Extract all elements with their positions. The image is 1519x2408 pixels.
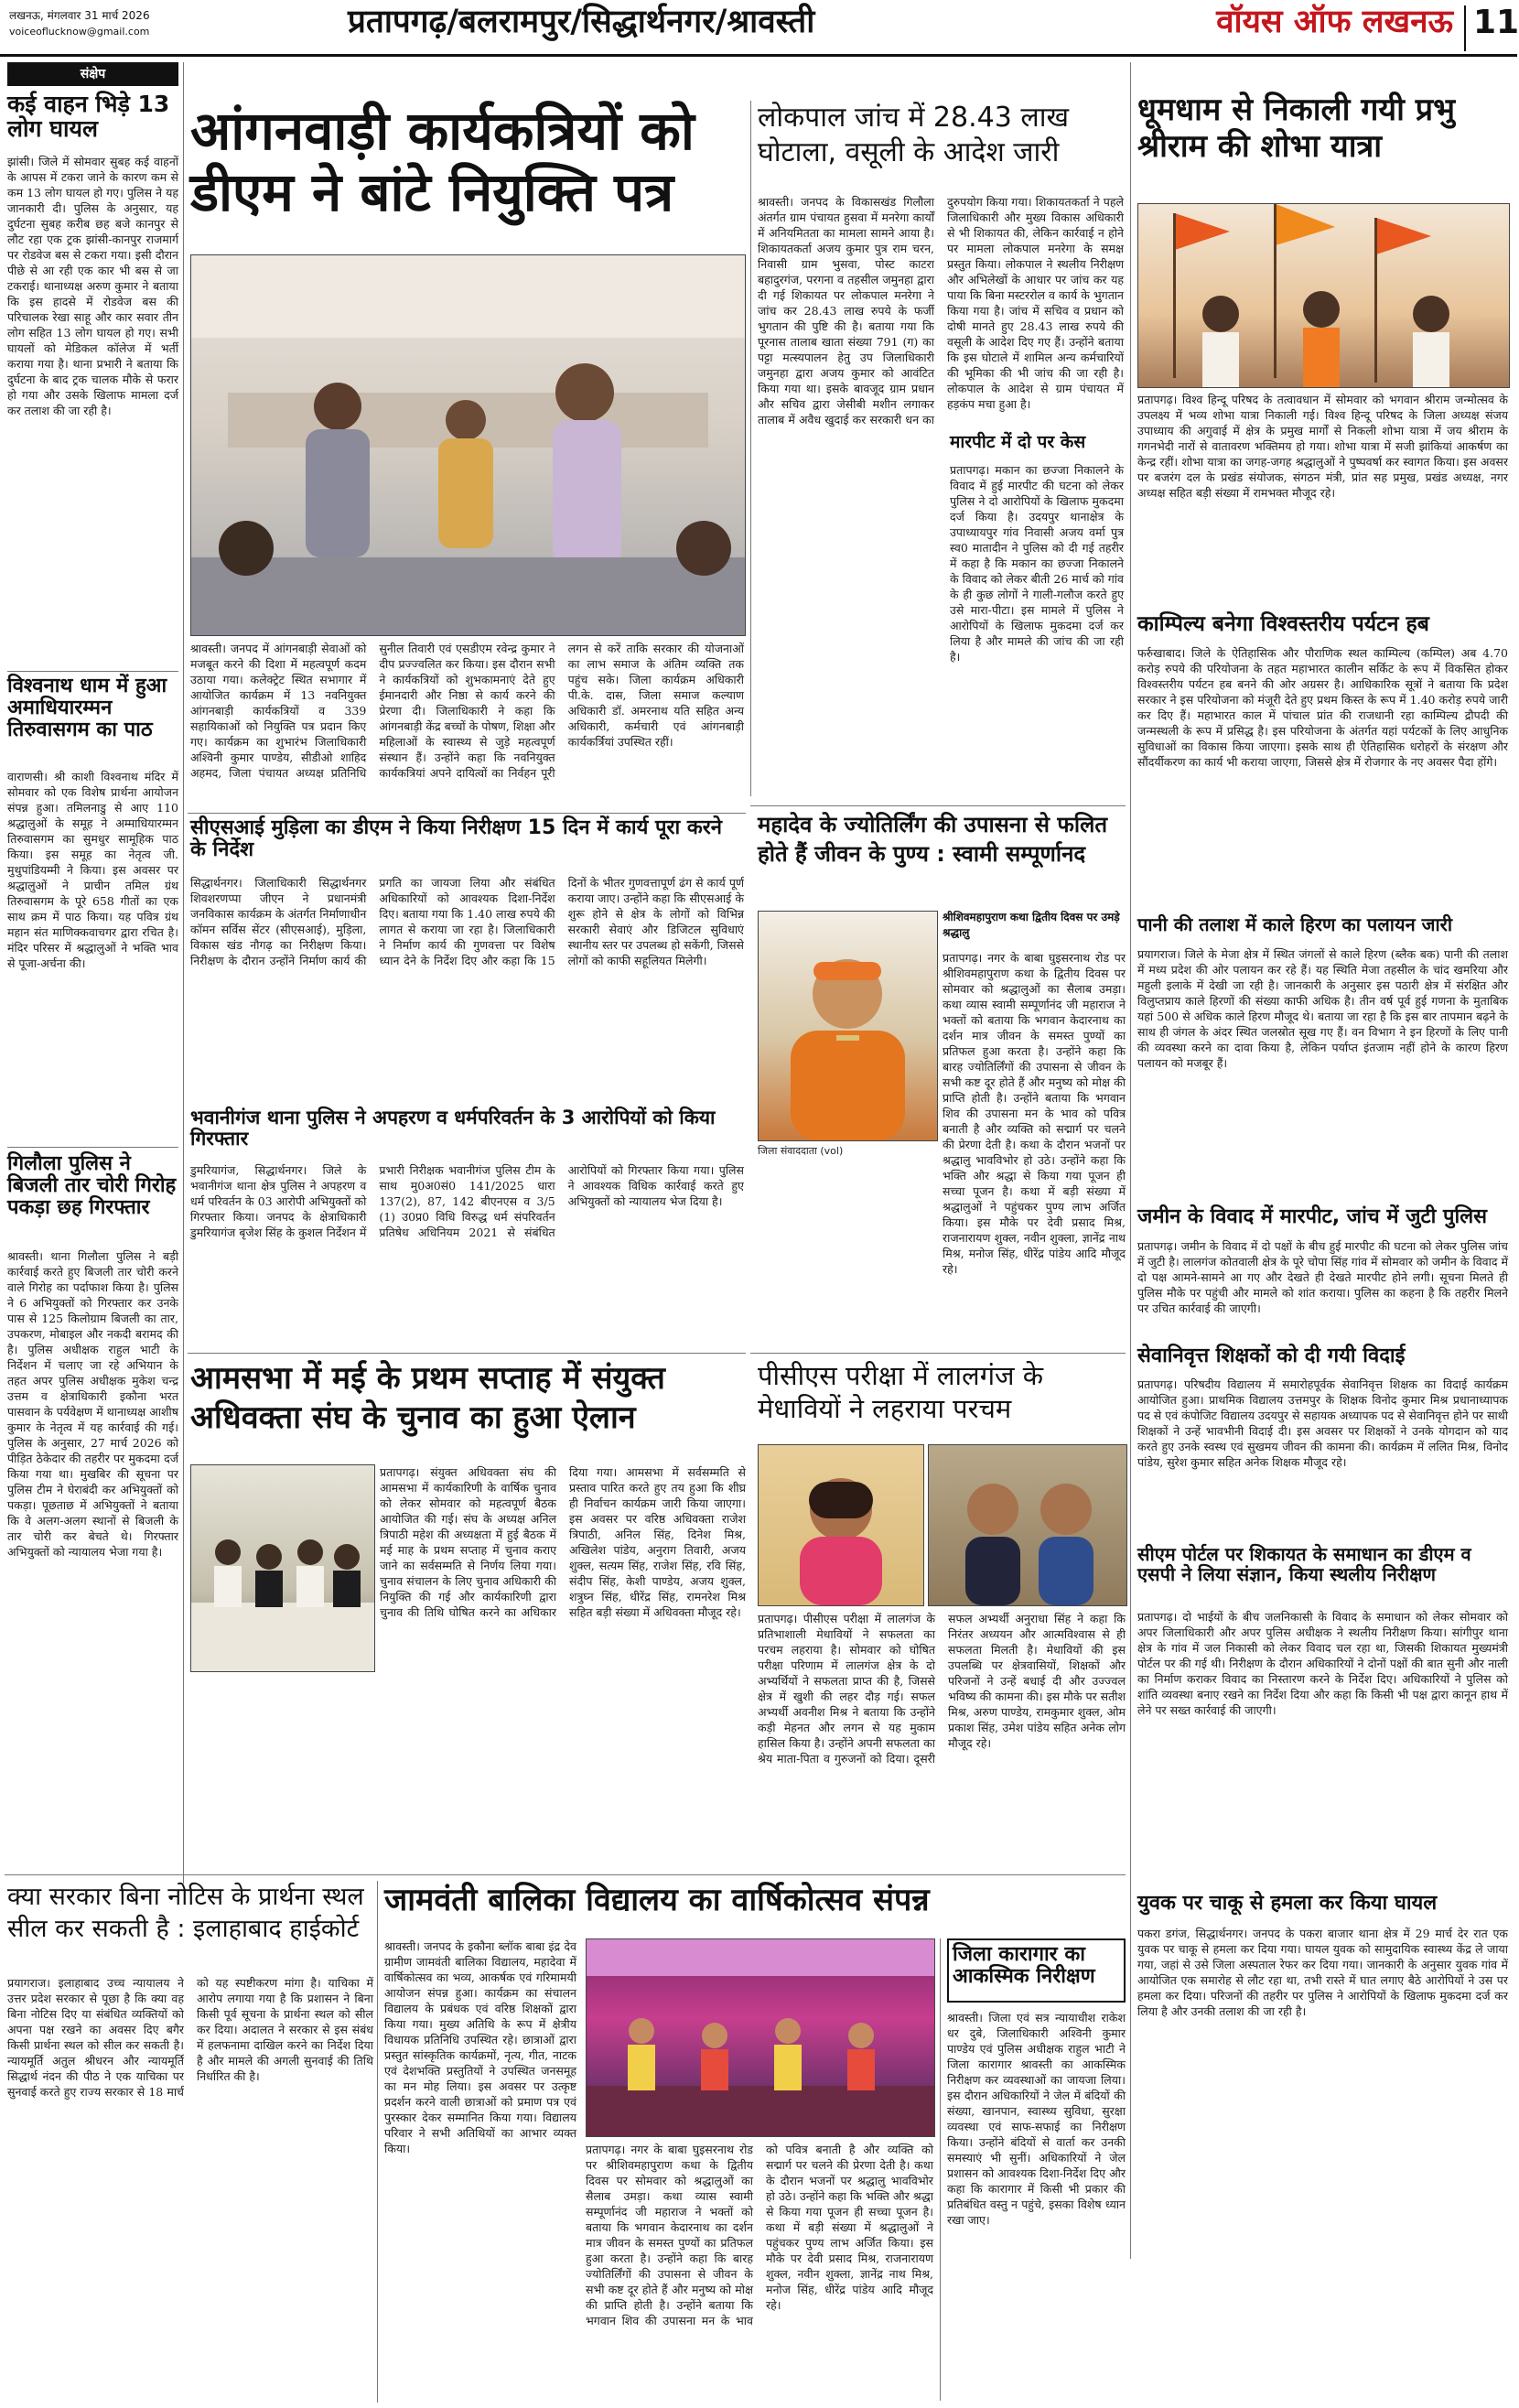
- divider: [7, 1147, 178, 1148]
- divider: [750, 805, 1126, 806]
- lokpal-headline: लोकपाल जांच में 28.43 लाख घोटाला, वसूली के आदेश जारी: [758, 102, 1069, 168]
- brief-label: संक्षेप: [7, 62, 178, 86]
- kampilya-headline: काम्पिल्य बनेगा विश्वस्तरीय पर्यटन हब: [1137, 612, 1429, 636]
- brief-3-body: श्रावस्ती। थाना गिलौला पुलिस ने बड़ी कार्रवाई करते हुए बिजली तार चोरी करने वाले गिरोह का पर्दाफाश किया है। पुलिस ने 6 अभियुक्तों को गिरफ्तार कर उनके पास से 125 किलोग्राम बिजली का तार, उपकरण, मोबाइल और नकदी बरामद की है। पुलिस अधीक्षक राहुल भाटी के निर्देशन में चलाए जा रहे अभियान के तहत अपर पुलिस अधीक्षक मुकेश चन्द्र उत्तम व क्षेत्राधिकारी इकौना भरत पासवान के पर्यवेक्षण में थानाध्यक्ष आशीष कुमार के नेतृत्व में यह कार्रवाई की गई। पुलिस के अनुसार, 27 मार्च 2026 को पीड़ित ठेकेदार की तहरीर पर मुकदमा दर्ज किया गया था। मुखबिर की सूचना पर पुलिस टीम ने घेराबंदी कर अभियुक्तों को पकड़ा। पूछताछ में अभियुक्तों ने बताया कि वे अलग-अलग स्थानों से बिजली के तार चोरी कर बेचते थे। गिरफ्तार अभियुक्तों को न्यायालय भेजा गया है।: [7, 1249, 178, 1559]
- lead-photo-graphic: [191, 255, 745, 635]
- teachers-headline: सेवानिवृत्त शिक्षकों को दी गयी विदाई: [1137, 1344, 1406, 1367]
- teachers-body: प्रतापगढ़। परिषदीय विद्यालय में समारोहपूर्वक सेवानिवृत्त शिक्षक का विदाई कार्यक्रम आयोजित हुआ। प्राथमिक विद्यालय उत्तमपुर के शिक्षक विनोद कुमार मिश्र प्रधानाध्यापक पद से एवं कंपोजिट विद्यालय उदयपुर से सहायक अध्यापक पद से सेवानिवृत्त होने पर साथी शिक्षकों ने उन्हें भावभीनी विदाई दी। इस अवसर पर शिक्षकों ने उनके योगदान को याद करते हुए उनके स्वस्थ एवं सुखमय जीवन की कामना की। कार्यक्रम में ललित मिश्र, विनोद पांडेय, सुरेश कुमार सहित अनेक शिक्षक मौजूद रहे।: [1137, 1377, 1508, 1469]
- divider: [188, 813, 746, 814]
- lead-photo: [190, 254, 746, 636]
- rama-headline: धूमधाम से निकाली गयी प्रभु श्रीराम की शोभा यात्रा: [1137, 92, 1455, 166]
- brief-2-body: वाराणसी। श्री काशी विश्वनाथ मंदिर में सोमवार को एक विशेष प्रार्थना आयोजन संपन्न हुआ। तमिलनाडु से आए 110 श्रद्धालुओं के समूह ने अम्माधियारम्मन तिरुवासगम का सुमधुर सामूहिक पाठ किया। इस समूह का नेतृत्व जी. मुथुपांडियम्मी ने किया। इस अवसर पर श्रद्धालुओं ने प्राचीन तमिल ग्रंथ तिरुवासगम के पूरे 658 गीतों का एक साथ क्रम में पाठ किया। यह पवित्र ग्रंथ महान संत माणिक्कवाचगर द्वारा रचित है। मंदिर परिसर में श्रद्धालुओं ने भक्ति भाव से पूजा-अर्चना की।: [7, 770, 178, 970]
- court-headline: क्या सरकार बिना नोटिस के प्रार्थना स्थल सील कर सकती है : इलाहाबाद हाईकोर्ट: [7, 1883, 364, 1944]
- procession-photo: [1137, 203, 1510, 388]
- meeting-graphic: [191, 1465, 374, 1671]
- jamvanti-headline: जामवंती बालिका विद्यालय का वार्षिकोत्सव संपन्न: [384, 1882, 930, 1918]
- deer-headline: पानी की तलाश में काले हिरण का पलायन जारी: [1137, 913, 1453, 935]
- bhawaniganj-headline: भवानीगंज थाना पुलिस ने अपहरण व धर्मपरिवर्तन के 3 आरोपियों को किया गिरफ्तार: [190, 1107, 716, 1150]
- assault-headline: मारपीट में दो पर केस: [950, 433, 1124, 460]
- knife-attack-body: पकरा डगंज, सिद्धार्थनगर। जनपद के पकरा बाजार थाना क्षेत्र में 29 मार्च देर रात एक युवक पर चाकू से हमला कर दिया गया। घायल युवक को सामुदायिक स्वास्थ्य केंद्र ले जाया गया, जहां से उसे जिला अस्पताल रेफर कर दिया गया। जानकारी के अनुसार युवक गांव में आयोजित एक समारोह से लौट रहा था, तभी रास्ते में घात लगाए बैठे आरोपियों ने उस पर हमला कर दिया। परिजनों की तहरीर पर पुलिस ने आरोपियों के खिलाफ मुकदमा दर्ज कर लिया है और उनकी तलाश की जा रही है।: [1137, 1927, 1508, 2018]
- pcs-photo-right: [928, 1444, 1127, 1606]
- aamsabha-headline: आमसभा में मई के प्रथम सप्ताह में संयुक्त अधिवक्ता संघ के चुनाव का हुआ ऐलान: [190, 1360, 665, 1436]
- court-body: प्रयागराज। इलाहाबाद उच्च न्यायालय ने उत्तर प्रदेश सरकार से पूछा है कि क्या वह बिना नोटिस दिए या संबंधित व्यक्तियों को अपना पक्ष रखने का अवसर दिए बगैर किसी प्रार्थना स्थल को सील कर सकती है। न्यायमूर्ति अतुल श्रीधरन और न्यायमूर्ति सिद्धार्थ नंदन की पीठ ने एक याचिका पर सुनवाई करते हुए राज्य सरकार से 18 मार्च को यह स्पष्टीकरण मांगा है। याचिका में आरोप लगाया गया है कि प्रशासन ने बिना किसी पूर्व सूचना के प्रार्थना स्थल को सील कर दिया। अदालत ने सरकार से इस संबंध में हलफनामा दाखिल करने का निर्देश दिया है और मामले की अगली सुनवाई की तिथि निर्धारित की है।: [7, 1976, 373, 2099]
- contact-email: voiceoflucknow@gmail.com: [9, 26, 150, 38]
- meeting-photo: [190, 1464, 375, 1672]
- divider: [5, 1874, 1126, 1875]
- speaker-graphic: [759, 912, 937, 1140]
- brief-1-headline: कई वाहन भिड़े 13 लोग घायल: [7, 91, 170, 142]
- bhawaniganj-body: डुमरियागंज, सिद्धार्थनगर। जिले के भवानीगंज थाना क्षेत्र पुलिस ने अपहरण व धर्म परिवर्तन के 03 आरोपी अभियुक्तों को गिरफ्तार किया। जनपद के क्षेत्राधिकारी डुमरियागंज बृजेश सिंह के कुशल निर्देशन में प्रभारी निरीक्षक भवानीगंज पुलिस टीम के साथ मु0अ0सं0 141/2025 धारा 137(2), 87, 142 बीएनएस व 3/5 (1) उ0प्र0 विधि विरुद्ध धर्म संपरिवर्तन प्रतिषेध अधिनियम 2021 से संबंधित आरोपियों को गिरफ्तार किया गया। पुलिस ने आवश्यक विधिक कार्रवाई करते हुए अभियुक्तों को न्यायालय भेज दिया है।: [190, 1163, 744, 1239]
- lead-headline: आंगनवाड़ी कार्यकत्रियों को डीएम ने बांटे नियुक्ति पत्र: [190, 100, 695, 224]
- kampilya-body: फर्रुखाबाद। जिले के ऐतिहासिक और पौराणिक स्थल काम्पिल्य (कम्पिल) अब 4.70 करोड़ रुपये की परियोजना के तहत महाभारत कालीन सर्किट के रूप में विकसित होकर विश्वस्तरीय पर्यटन हब बनने की ओर अग्रसर है। आधिकारिक सूत्रों ने बताया कि प्रदेश सरकार ने इस परियोजना को मंजूरी देते हुए प्रथम किस्त के रूप में 1.40 करोड़ रुपये जारी कर दिए हैं। महाभारत काल में पांचाल प्रांत की राजधानी रहा काम्पिल्य द्रौपदी की जन्मस्थली के रूप में प्रसिद्ध है। इस परियोजना के अंतर्गत यहां पर्यटकों के लिए आधुनिक सुविधाओं का विकास किया जाएगा। इसके साथ ही ऐतिहासिक धरोहरों के संरक्षण और सौंदर्यीकरण का कार्य भी कराया जाएगा, जिससे क्षेत्र में रोजगार के नए अवसर पैदा होंगे।: [1137, 646, 1508, 769]
- column-rule: [940, 1938, 941, 2401]
- deer-body: प्रयागराज। जिले के मेजा क्षेत्र में स्थित जंगलों से काले हिरण (ब्लैक बक) पानी की तलाश में मध्य प्रदेश की ओर पलायन कर रहे हैं। यह स्थिति मेजा तहसील के चांद खमरिया और महुली इलाके में देखी जा रही है। जानकारी के अनुसार इस पठारी क्षेत्र में संरक्षित और विलुप्तप्राय काले हिरणों की संख्या काफी अधिक है। तीन वर्ष पूर्व हुई गणना के मुताबिक यहां 500 से अधिक काले हिरण मौजूद थे। बताया जा रहा है कि इस बार तापमान बढ़ने के साथ ही जंगल के अंदर स्थित जलस्रोत सूख गए हैं। वन विभाग ने इन हिरणों के लिए पानी की व्यवस्था करने का दावा किया है, लेकिन पर्याप्त इंतजाम नहीं होने के कारण हिरण पलायन को मजबूर हैं।: [1137, 947, 1508, 1070]
- pcs-left-graphic: [759, 1445, 923, 1605]
- district-strip: प्रतापगढ़/बलरामपुर/सिद्धार्थनगर/श्रावस्ती: [348, 4, 815, 40]
- brief-1-body: झांसी। जिले में सोमवार सुबह कई वाहनों के आपस में टकरा जाने के कारण कम से कम 13 लोग घायल हो गए। पुलिस ने यह जानकारी दी। पुलिस के अनुसार, यह दुर्घटना सुबह करीब छह बजे कानपुर से लौट रहा एक ट्रक झांसी-कानपुर राजमार्ग पर रोडवेज बस से टकरा गया। इसी दौरान पीछे से आ रही एक कार भी बस से जा टकराई। थानाध्यक्ष अरुण कुमार ने बताया कि इस हादसे में रोडवेज बस की परिचालक रेखा साहू और कार सवार तीन लोग सहित 13 लोग घायल हो गए। सभी घायलों को मेडिकल कॉलेज में भर्ती कराया गया है। थाना प्रभारी ने बताया कि दुर्घटना के बाद ट्रक चालक मौके से फरार हो गया और उसके खिलाफ मामला दर्ज कर तलाश की जा रही है।: [7, 155, 178, 417]
- stage-photo: [586, 1938, 935, 2137]
- knife-attack-headline: युवक पर चाकू से हमला कर किया घायल: [1137, 1892, 1438, 1915]
- pcs-right-graphic: [929, 1445, 1126, 1605]
- assault-body: प्रतापगढ़। मकान का छज्जा निकालने के विवाद में हुई मारपीट की घटना को लेकर पुलिस ने दो आरोपियों के खिलाफ मुकदमा दर्ज किया है। उदयपुर थानाक्षेत्र के उपाध्यायपुर गांव निवासी अजय वर्मा पुत्र स्व0 मातादीन ने पुलिस को दी गई तहरीर में कहा है कि मकान का छज्जा निकालने के विवाद को लेकर बीती 26 मार्च को गांव के ही कुछ लोगों ने गाली-गलौज करते हुए उसे मारा-पीटा। इस मामले में पुलिस ने आरोपियों के खिलाफ मुकदमा दर्ज कर लिया है और मामले की जांच की जा रही है।: [950, 462, 1124, 778]
- mahadev-body: प्रतापगढ़। नगर के बाबा घुइसरनाथ रोड पर श्रीशिवमहापुराण कथा के द्वितीय दिवस पर सोमवार को श्रद्धालुओं का सैलाब उमड़ा। कथा व्यास स्वामी सम्पूर्णानंद जी महाराज ने भक्तों को बताया कि भगवान केदारनाथ का दर्शन मात्र जीवन के समस्त पुण्यों का प्रतिफल हुआ करता है। उन्होंने कहा कि बारह ज्योतिर्लिंगों की उपासना से जीवन के सभी कष्ट दूर होते हैं और मनुष्य को मोक्ष की प्राप्ति होती है। उन्होंने बताया कि भगवान शिव की उपासना मन के भाव को पवित्र बनाती है और व्यक्ति को सद्मार्ग पर चलने की प्रेरणा देती है। कथा के दौरान भजनों पर श्रद्धालु भावविभोर हो उठे। उन्होंने कहा कि भक्ति और श्रद्धा से किया गया पूजन ही सच्चा पूजन है। कथा में बड़ी संख्या में श्रद्धालुओं ने पहुंचकर पुण्य लाभ अर्जित किया। इस मौके पर देवी प्रसाद मिश्र, राजनारायण शुक्ल, नवीन शुक्ला, ज्ञानेंद्र नाथ मिश्र, मनोज सिंह, धीरेंद्र पांडेय आदि मौजूद रहे।: [943, 951, 1126, 1276]
- lead-body: श्रावस्ती। जनपद में आंगनबाड़ी सेवाओं को मजबूत करने की दिशा में महत्वपूर्ण कदम उठाया गया। कलेक्ट्रेट स्थित सभागार में आयोजित कार्यक्रम में 13 नवनियुक्त आंगनबाड़ी कार्यकत्रियों व 339 सहायिकाओं को नियुक्ति पत्र प्रदान किए गए। कार्यक्रम का शुभारंभ जिलाधिकारी अश्विनी कुमार पाण्डेय, सीडीओ शाहिद अहमद, जिला पंचायत अध्यक्ष प्रतिनिधि सुनील तिवारी एवं एसडीएम रवेन्द्र कुमार ने दीप प्रज्ज्वलित कर किया। इस दौरान सभी ने कार्यकत्रियों को शुभकामनाएं देते हुए ईमानदारी और निष्ठा से कार्य करने की प्रेरणा दी। जिलाधिकारी ने कहा कि आंगनबाड़ी केंद्र बच्चों के पोषण, शिक्षा और महिलाओं के स्वास्थ्य से जुड़े महत्वपूर्ण संस्थान हैं। उन्होंने कहा कि नवनियुक्त कार्यकत्रियां अपने दायित्वों का निर्वहन पूरी लगन से करें ताकि सरकार की योजनाओं का लाभ समाज के अंतिम व्यक्ति तक पहुंच सके। जिला कार्यक्रम अधिकारी पी.के. दास, जिला समाज कल्याण अधिकारी डॉ. अमरनाथ यति सहित अन्य अधिकारी, कर्मचारी एवं आंगनबाड़ी कार्यकर्त्रियां उपस्थित रहीं।: [190, 642, 744, 780]
- column-rule: [183, 62, 184, 1884]
- jamvanti-body-right: प्रतापगढ़। नगर के बाबा घुइसरनाथ रोड पर श्रीशिवमहापुराण कथा के द्वितीय दिवस पर सोमवार को श्रद्धालुओं का सैलाब उमड़ा। कथा व्यास स्वामी सम्पूर्णानंद जी महाराज ने भक्तों को बताया कि भगवान केदारनाथ का दर्शन मात्र जीवन के समस्त पुण्यों का प्रतिफल हुआ करता है। उन्होंने कहा कि बारह ज्योतिर्लिंगों की उपासना से जीवन के सभी कष्ट दूर होते हैं और मनुष्य को मोक्ष की प्राप्ति होती है। उन्होंने बताया कि भगवान शिव की उपासना मन के भाव को पवित्र बनाती है और व्यक्ति को सद्मार्ग पर चलने की प्रेरणा देती है। कथा के दौरान भजनों पर श्रद्धालु भावविभोर हो उठे। उन्होंने कहा कि भक्ति और श्रद्धा से किया गया पूजन ही सच्चा पूजन है। कथा में बड़ी संख्या में श्रद्धालुओं ने पहुंचकर पुण्य लाभ अर्जित किया। इस मौके पर देवी प्रसाद मिश्र, राजनारायण शुक्ल, नवीन शुक्ला, ज्ञानेंद्र नाथ मिश्र, मनोज सिंह, धीरेंद्र पांडेय आदि मौजूद रहे।: [586, 2143, 933, 2327]
- aamsabha-body: प्रतापगढ़। संयुक्त अधिवक्ता संघ की आमसभा में कार्यकारिणी के वार्षिक चुनाव को लेकर सोमवार को महत्वपूर्ण बैठक आयोजित की गई। संघ के अध्यक्ष अनिल त्रिपाठी महेश की अध्यक्षता में हुई बैठक में मई माह के प्रथम सप्ताह में चुनाव कराए जाने का सर्वसम्मति से निर्णय लिया गया। चुनाव संचालन के लिए चुनाव अधिकारी की नियुक्ति की गई और कार्यकारिणी द्वारा चुनाव की तिथि घोषित करने का अधिकार दिया गया। आमसभा में सर्वसम्मति से प्रस्ताव पारित करते हुए तय हुआ कि शीघ्र ही निर्वाचन कार्यक्रम जारी किया जाएगा। इस अवसर पर वरिष्ठ अधिवक्ता राजेश त्रिपाठी, अनिल सिंह, दिनेश मिश्र, अखिलेश पांडेय, अनुराग तिवारी, अजय शुक्ल, सत्यम सिंह, राजेश सिंह, रवि सिंह, संदीप सिंह, केशी पाण्डेय, अजय शुक्ल, शत्रुघ्न सिंह, धीरेंद्र सिंह, रामनरेश मिश्र सहित बड़ी संख्या में अधिवक्ता मौजूद रहे।: [380, 1465, 746, 1619]
- pcs-headline: पीसीएस परीक्षा में लालगंज के मेधावियों ने लहराया परचम: [758, 1360, 1044, 1425]
- pcs-photo-left: [758, 1444, 924, 1606]
- jamvanti-body-left: श्रावस्ती। जनपद के इकौना ब्लॉक बाबा इंद्र देव ग्रामीण जामवंती बालिका विद्यालय, महादेवा में वार्षिकोत्सव का भव्य, आकर्षक एवं गरिमामयी आयोजन संपन्न हुआ। कार्यक्रम का संचालन विद्यालय के प्रबंधक एवं वरिष्ठ शिक्षकों द्वारा किया गया। मुख्य अतिथि के रूप में क्षेत्रीय विधायक प्रतिनिधि उपस्थित रहे। छात्राओं द्वारा प्रस्तुत सांस्कृतिक कार्यक्रमों, नृत्य, गीत, नाटक एवं देशभक्ति प्रस्तुतियों ने उपस्थित जनसमूह का मन मोह लिया। इस अवसर पर उत्कृष्ट प्रदर्शन करने वाली छात्राओं को प्रमाण पत्र एवं पुरस्कार देकर सम्मानित किया गया। विद्यालय परिवार ने सभी अतिथियों का आभार व्यक्त किया।: [384, 1939, 576, 2155]
- issue-date: लखनऊ, मंगलवार 31 मार्च 2026: [9, 9, 150, 22]
- csi-body: सिद्धार्थनगर। जिलाधिकारी सिद्धार्थनगर शिवशरणप्पा जीएन ने प्रधानमंत्री जनविकास कार्यक्रम के अंतर्गत निर्माणाधीन कॉमन सर्विस सेंटर (सीएसआई), मुड़िला, विकास खंड नौगढ़ का निरीक्षण किया। निरीक्षण के दौरान उन्होंने निर्माण कार्य की प्रगति का जायजा लिया और संबंधित अधिकारियों को आवश्यक दिशा-निर्देश दिए। बताया गया कि 1.40 लाख रुपये की लागत से कराया जा रहा है। जिलाधिकारी ने निर्माण कार्य की गुणवत्ता पर विशेष ध्यान देने के निर्देश दिए और कहा कि 15 दिनों के भीतर गुणवत्तापूर्ण ढंग से कार्य पूर्ण कराया जाए। उन्होंने कहा कि सीएसआई के शुरू होने से क्षेत्र के लोगों को विभिन्न सरकारी सेवाएं और डिजिटल सुविधाएं स्थानीय स्तर पर उपलब्ध हो सकेंगी, जिससे लोगों को काफी सहूलियत मिलेगी।: [190, 876, 744, 967]
- land-dispute-body: प्रतापगढ़। जमीन के विवाद में दो पक्षों के बीच हुई मारपीट की घटना को लेकर पुलिस जांच में जुटी है। लालगंज कोतवाली क्षेत्र के पूरे चोपा सिंह गांव में सोमवार को जमीन के विवाद में दो पक्ष आमने-सामने आ गए और देखते ही देखते मारपीट होने लगी। सूचना मिलते ही पुलिस मौके पर पहुंची और मामले को शांत कराया। पुलिस का कहना है कि तहरीर मिलने पर उचित कार्रवाई की जाएगी।: [1137, 1239, 1508, 1315]
- masthead: [0, 0, 1517, 57]
- page-number: 11: [1464, 5, 1512, 51]
- column-rule: [377, 1881, 378, 2403]
- mahadev-highlight: श्रीशिवमहापुराण कथा द्वितीय दिवस पर उमड़े श्रद्धालु: [943, 911, 1120, 939]
- paper-name: वॉयस ऑफ लखनऊ: [1216, 4, 1453, 40]
- speaker-photo: [758, 911, 938, 1141]
- cm-portal-body: प्रतापगढ़। दो भाईयों के बीच जलनिकासी के विवाद के समाधान को लेकर सोमवार को अपर जिलाधिकारी और अपर पुलिस अधीक्षक ने स्थलीय निरीक्षण किया। सांगीपुर थाना क्षेत्र के गांव में जल निकासी को लेकर विवाद चल रहा था, जिसकी शिकायत मुख्यमंत्री पोर्टल पर की गई थी। निरीक्षण के दौरान अधिकारियों ने दोनों पक्षों की बात सुनी और नाली का निर्माण कराकर विवाद का निस्तारण करने के निर्देश दिए। अधिकारियों ने पुलिस को शांति व्यवस्था बनाए रखने का निर्देश दिया और कहा कि किसी भी पक्ष द्वारा कानून हाथ में लेने पर सख्त कार्रवाई की जाएगी।: [1137, 1610, 1508, 1717]
- pcs-body: प्रतापगढ़। पीसीएस परीक्षा में लालगंज के प्रतिभाशाली मेधावियों ने सफलता का परचम लहराया है। सोमवार को घोषित परीक्षा परिणाम में लालगंज क्षेत्र के दो अभ्यर्थियों ने सफलता प्राप्त की है, जिससे क्षेत्र में खुशी की लहर दौड़ गई। सफल अभ्यर्थी अवनीश मिश्र ने बताया कि उन्होंने कड़ी मेहनत और लगन से यह मुकाम हासिल किया है। उन्होंने अपनी सफलता का श्रेय माता-पिता व गुरुजनों को दिया। दूसरी सफल अभ्यर्थी अनुराधा सिंह ने कहा कि निरंतर अध्ययन और आत्मविश्वास से ही सफलता मिलती है। मेधावियों की इस उपलब्धि पर क्षेत्रवासियों, शिक्षकों और परिजनों ने उन्हें बधाई दी और उज्ज्वल भविष्य की कामना की। इस मौके पर सतीश मिश्र, अरुण पाण्डेय, रामकुमार शुक्ल, ओम प्रकाश सिंह, उमेश पांडेय सहित अनेक लोग मौजूद रहे।: [758, 1612, 1126, 1766]
- lokpal-body: श्रावस्ती। जनपद के विकासखंड गिलौला अंतर्गत ग्राम पंचायत हुसवा में मनरेगा कार्यों में अनियमितता का मामला सामने आया है। शिकायतकर्ता अजय कुमार पुत्र राम चरन, निवासी ग्राम भुसवा, पोस्ट काटरा बहादुरगंज, परगना व तहसील जमुनहा द्वारा दी गई शिकायत पर लोकपाल मनरेगा ने जांच कर 28.43 लाख रुपये के फर्जी भुगतान की पुष्टि की है। बताया गया कि पूरनास तालाब खाता संख्या 791 (ग) का पट्टा मत्स्यपालन हेतु उप जिलाधिकारी जमुनहा द्वारा अजय कुमार को आवंटित किया गया था। इसके बावजूद ग्राम प्रधान और सचिव द्वारा जेसीबी मशीन लगाकर तालाब में अवैध खुदाई कर सरकारी धन का दुरुपयोग किया गया। शिकायतकर्ता ने पहले जिलाधिकारी और मुख्य विकास अधिकारी से भी शिकायत की, लेकिन कार्रवाई न होने पर मामला लोकपाल मनरेगा के समक्ष प्रस्तुत किया। लोकपाल ने स्थलीय निरीक्षण और अभिलेखों के आधार पर जांच कर यह पाया कि बिना मस्टररोल व कार्य के भुगतान किया गया है। जांच में सचिव व प्रधान को दोषी मानते हुए 28.43 लाख रुपये की वसूली के आदेश दिए गए हैं। उन्होंने बताया कि इस घोटाले में शामिल अन्य कर्मचारियों की भूमिका की भी जांच की जा रही है। लोकपाल के आदेश से ग्राम पंचायत में हड़कंप मचा हुआ है।: [758, 195, 1124, 427]
- brief-3-headline: गिलौला पुलिस ने बिजली तार चोरी गिरोह पकड़ा छह गिरफ्तार: [7, 1152, 177, 1219]
- brief-2-headline: विश्वनाथ धाम में हुआ अमाधियारम्मन तिरुवासगम का पाठ: [7, 675, 167, 741]
- jail-body: श्रावस्ती। जिला एवं सत्र न्यायाधीश राकेश धर दुबे, जिलाधिकारी अश्विनी कुमार पाण्डेय एवं पुलिस अधीक्षक राहुल भाटी ने जिला कारागार श्रावस्ती का आकस्मिक निरीक्षण कर व्यवस्थाओं का जायजा लिया। इस दौरान अधिकारियों ने जेल में बंदियों की संख्या, खानपान, स्वास्थ्य सुविधा, सुरक्षा व्यवस्था एवं साफ-सफाई का निरीक्षण किया। उन्होंने बंदियों से वार्ता कर उनकी समस्याएं भी सुनीं। अधिकारियों ने जेल प्रशासन को आवश्यक दिशा-निर्देश दिए और कहा कि कारागार में किसी भी प्रकार की प्रतिबंधित वस्तु न पहुंचे, इसका विशेष ध्यान रखा जाए।: [947, 2011, 1126, 2227]
- land-dispute-headline: जमीन के विवाद में मारपीट, जांच में जुटी पुलिस: [1137, 1205, 1487, 1228]
- rama-body: प्रतापगढ़। विश्व हिन्दू परिषद के तत्वावधान में सोमवार को भगवान श्रीराम जन्मोत्सव के उपलक्ष्य में भव्य शोभा यात्रा निकाली गई। विश्व हिन्दू परिषद के जिला अध्यक्ष संजय उपाध्याय की अगुवाई में क्षेत्र के प्रमुख मार्गों से निकली शोभा यात्रा में जय श्रीराम के गगनभेदी नारों से वातावरण भक्तिमय हो गया। शोभा यात्रा में सजी झांकियां आकर्षण का केन्द्र रहीं। शोभा यात्रा का जगह-जगह श्रद्धालुओं ने पुष्पवर्षा कर स्वागत किया। इस अवसर पर बजरंग दल के प्रखंड संयोजक, संगठन मंत्री, प्रांत सह प्रमुख, प्रखंड अध्यक्ष, नगर अध्यक्ष सहित बड़ी संख्या में रामभक्त मौजूद रहे।: [1137, 393, 1508, 500]
- column-rule: [750, 101, 751, 796]
- column-rule: [1130, 62, 1131, 2259]
- divider: [7, 671, 178, 672]
- csi-headline: सीएसआई मुड़िला का डीएम ने किया निरीक्षण 15 दिन में कार्य पूरा करने के निर्देश: [190, 816, 722, 861]
- divider: [188, 1353, 746, 1354]
- stage-graphic: [587, 1939, 934, 2136]
- procession-graphic: [1138, 204, 1509, 387]
- divider: [750, 1353, 1126, 1354]
- photo-caption: जिला संवाददाता (vol): [758, 1145, 844, 1157]
- mahadev-headline: महादेव के ज्योतिर्लिंग की उपासना से फलित होते हैं जीवन के पुण्य : स्वामी सम्पूर्णानद: [758, 812, 1108, 867]
- jail-headline: जिला कारागार का आकस्मिक निरीक्षण: [947, 1938, 1126, 2003]
- cm-portal-headline: सीएम पोर्टल पर शिकायत के समाधान का डीएम व एसपी ने लिया संज्ञान, किया स्थलीय निरीक्षण: [1137, 1543, 1471, 1585]
